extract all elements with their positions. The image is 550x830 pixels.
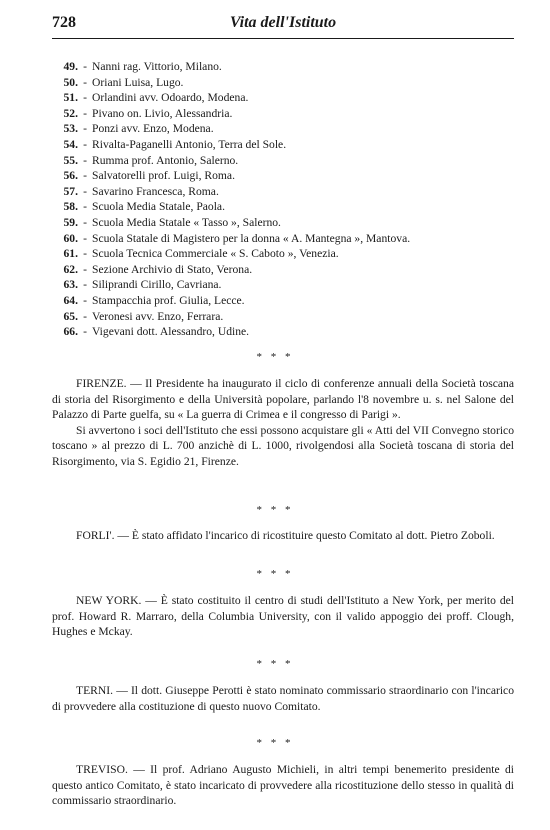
list-item-text: Stampacchia prof. Giulia, Lecce. — [92, 293, 245, 307]
list-item-dash: - — [83, 200, 87, 214]
list-item-text: Veronesi avv. Enzo, Ferrara. — [92, 309, 224, 323]
list-item — [52, 231, 522, 247]
firenze-paragraph-2: Si avvertono i soci dell'Istituto che essi possono acquistare gli « Atti del VII Convegno storico toscano » al prezzo di L. 700 anzichè di L. 1000, rivolgendosi alla Società toscana di storia del Risorgimento, via S. Egidio 21, Firenze. — [52, 423, 514, 468]
list-item-text: Pivano on. Livio, Alessandria. — [92, 106, 233, 120]
member-list — [52, 59, 522, 340]
list-item — [52, 137, 522, 153]
list-item — [52, 277, 522, 293]
list-item-dash: - — [83, 215, 87, 229]
list-item-text: Rumma prof. Antonio, Salerno. — [92, 153, 239, 167]
list-item-number: 61. — [63, 247, 78, 261]
list-item-number: 49. — [63, 60, 78, 73]
forli-paragraph: FORLI'. — È stato affidato l'incarico di ricostituire questo Comitato al dott. Pietro Zoboli. — [76, 529, 495, 542]
list-item-number: 57. — [63, 184, 78, 198]
terni-paragraph: TERNI. — Il dott. Giuseppe Perotti è stato nominato commissario straordinario con l'incarico di provvedere alla costituzione di questo nuovo Comitato. — [52, 684, 514, 713]
list-item-number: 62. — [63, 262, 78, 276]
list-item-text: Salvatorelli prof. Luigi, Roma. — [92, 169, 235, 183]
list-item-dash: - — [83, 60, 87, 73]
list-item-number: 63. — [63, 278, 78, 292]
list-item — [52, 90, 522, 106]
list-item-number: 56. — [63, 169, 78, 183]
list-item-number: 66. — [63, 325, 78, 339]
list-item-text: Siliprandi Cirillo, Cavriana. — [92, 278, 222, 292]
list-item — [52, 184, 522, 200]
list-item-number: 65. — [63, 309, 78, 323]
list-item — [52, 153, 522, 169]
treviso-paragraph: TREVISO. — Il prof. Adriano Augusto Michieli, in altri tempi benemerito presidente di questo antico Comitato, è stato incaricato di provvedere alla ricostituzione dello stesso in qualità di commissario straordinario. — [52, 763, 514, 808]
list-item-dash: - — [83, 262, 87, 276]
list-item-number: 52. — [63, 106, 78, 120]
list-item — [52, 106, 522, 122]
section-separator: * * * — [256, 568, 294, 580]
list-item-text: Vigevani dott. Alessandro, Udine. — [92, 325, 250, 339]
section-separator: * * * — [256, 658, 294, 670]
firenze-paragraph-1: FIRENZE. — Il Presidente ha inaugurato il ciclo di conferenze annuali della Società toscana di storia del Risorgimento e della Università popolare, parlando l'8 novembre u. s. nel Salone del Palazzo di Parte guelfa, su « La guerra di Crimea e il congresso di Parigi ». — [52, 377, 514, 422]
list-item — [52, 121, 522, 137]
new-york-paragraph: NEW YORK. — È stato costituito il centro di studi dell'Istituto a New York, per merito del prof. Howard R. Marraro, della Columbia University, con il valido appoggio dei proff. Clough, Hughes e Mckay. — [52, 594, 514, 639]
list-item-text: Scuola Media Statale « Tasso », Salerno. — [92, 215, 281, 229]
list-item-text: Scuola Media Statale, Paola. — [92, 200, 225, 214]
section-firenze — [52, 376, 514, 470]
list-item-text: Orlandini avv. Odoardo, Modena. — [92, 91, 249, 105]
list-item — [52, 199, 522, 215]
list-item-text: Oriani Luisa, Lugo. — [92, 75, 184, 89]
list-item-number: 64. — [63, 293, 78, 307]
section-separator: * * * — [256, 351, 294, 363]
list-item — [52, 59, 522, 75]
list-item-dash: - — [83, 325, 87, 339]
list-item-number: 53. — [63, 122, 78, 136]
list-item — [52, 168, 522, 184]
list-item — [52, 262, 522, 278]
list-item-dash: - — [83, 247, 87, 261]
list-item-number: 50. — [63, 75, 78, 89]
list-item-text: Rivalta-Paganelli Antonio, Terra del Sole. — [92, 137, 287, 151]
list-item-dash: - — [83, 137, 87, 151]
list-item — [52, 293, 522, 309]
page-number: 728 — [52, 14, 76, 31]
list-item-text: Scuola Statale di Magistero per la donna « A. Mantegna », Mantova. — [92, 231, 411, 245]
list-item-number: 55. — [63, 153, 78, 167]
list-item — [52, 309, 522, 325]
section-new-york — [52, 593, 514, 640]
list-item-dash: - — [83, 293, 87, 307]
section-separator: * * * — [256, 737, 294, 749]
list-item — [52, 75, 522, 91]
page-header — [52, 12, 514, 39]
list-item-text: Savarino Francesca, Roma. — [92, 184, 219, 198]
list-item-text: Nanni rag. Vittorio, Milano. — [92, 60, 222, 73]
list-item-number: 59. — [63, 215, 78, 229]
list-item-dash: - — [83, 153, 87, 167]
list-item — [52, 324, 522, 340]
list-item-text: Scuola Tecnica Commerciale « S. Caboto », Venezia. — [92, 247, 339, 261]
list-item-dash: - — [83, 184, 87, 198]
list-item-dash: - — [83, 309, 87, 323]
list-item — [52, 246, 522, 262]
section-treviso — [52, 762, 514, 809]
list-item-dash: - — [83, 278, 87, 292]
list-item-text: Sezione Archivio di Stato, Verona. — [92, 262, 253, 276]
list-item-dash: - — [83, 231, 87, 245]
list-item — [52, 215, 522, 231]
section-terni — [52, 683, 514, 714]
list-item-dash: - — [83, 91, 87, 105]
list-item-dash: - — [83, 169, 87, 183]
list-item-number: 51. — [63, 91, 78, 105]
list-item-dash: - — [83, 106, 87, 120]
section-forli — [52, 528, 514, 544]
section-separator: * * * — [256, 504, 294, 516]
list-item-number: 54. — [63, 137, 78, 151]
list-item-dash: - — [83, 122, 87, 136]
list-item-number: 60. — [63, 231, 78, 245]
list-item-number: 58. — [63, 200, 78, 214]
list-item-dash: - — [83, 75, 87, 89]
running-title: Vita dell'Istituto — [229, 14, 337, 31]
list-item-text: Ponzi avv. Enzo, Modena. — [92, 122, 214, 136]
